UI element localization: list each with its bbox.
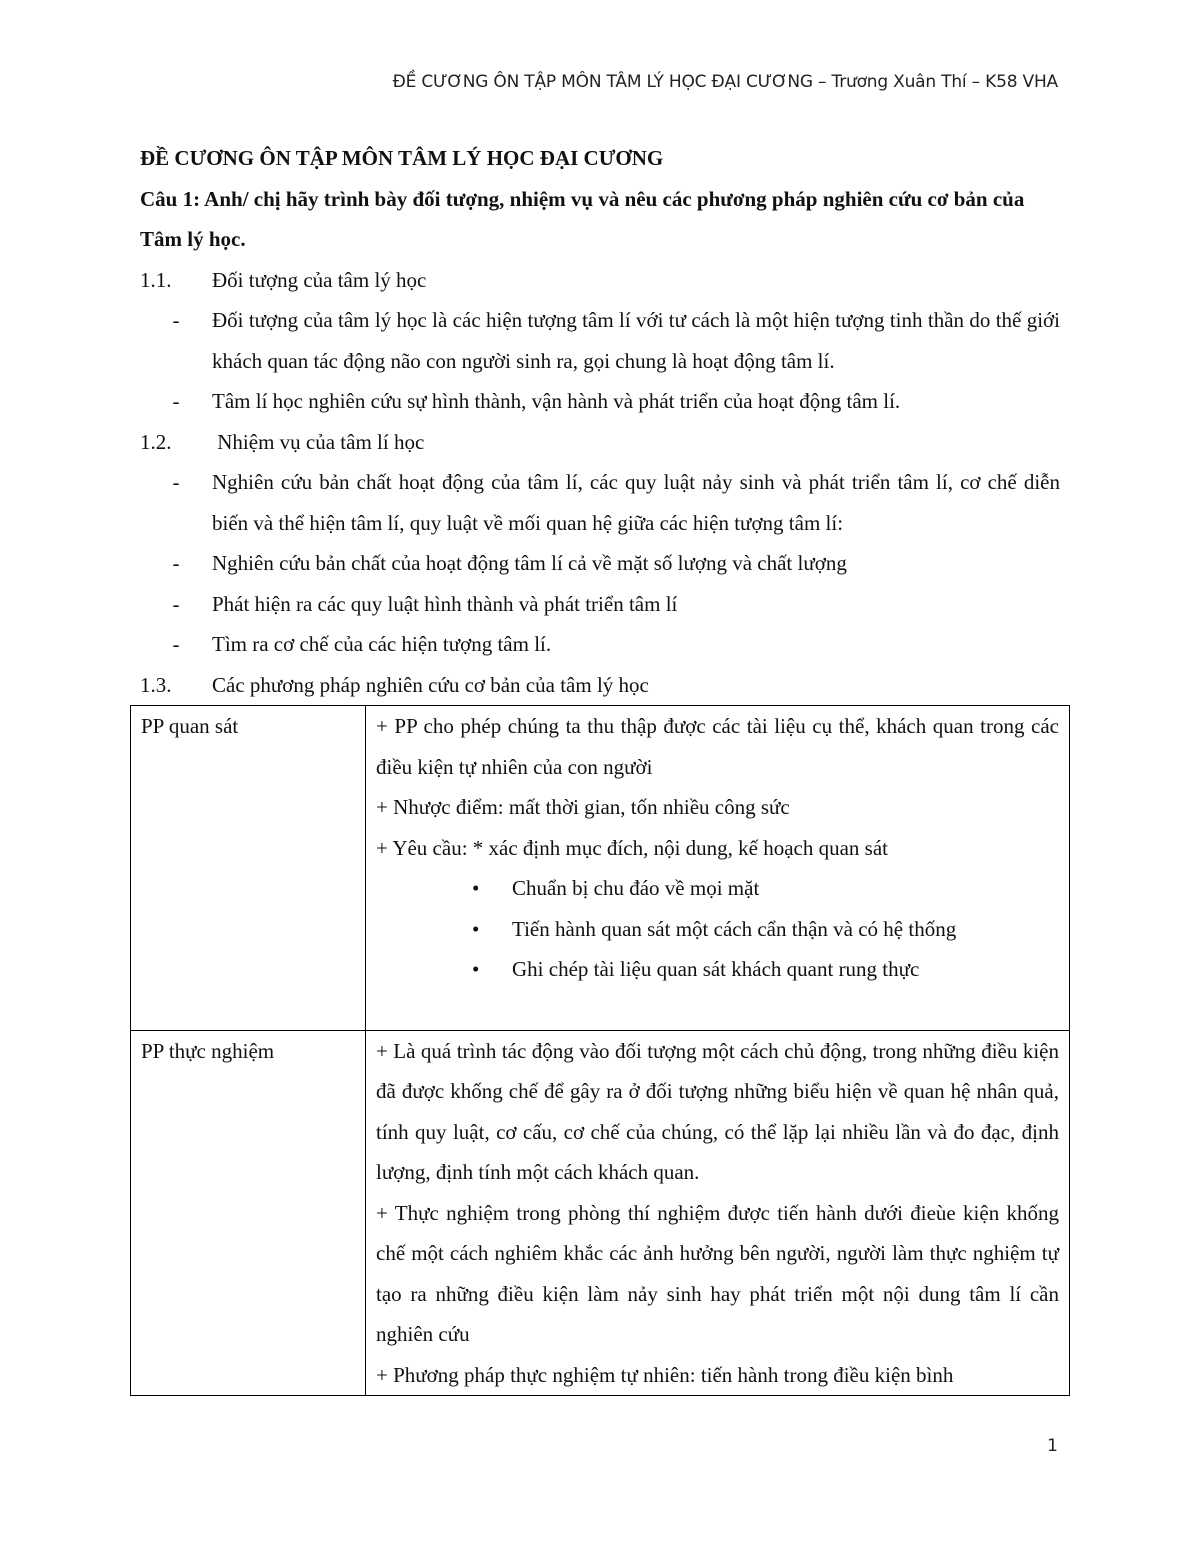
description-line: + PP cho phép chúng ta thu thập được các tài liệu cụ thể, khách quan trong các điều kiện tự nhiên của con người — [376, 714, 1059, 779]
list-item — [140, 624, 1060, 665]
list-item — [376, 868, 1059, 909]
running-header: ĐỀ CƯƠNG ÔN TẬP MÔN TÂM LÝ HỌC ĐẠI CƯƠNG – Trương Xuân Thí – K58 VHA — [392, 72, 1058, 92]
bullet-dot: • — [472, 876, 480, 900]
bullet-dot: • — [472, 957, 480, 981]
list-item — [140, 381, 1060, 422]
list-item — [140, 300, 1060, 381]
method-description-cell — [366, 706, 1070, 1031]
page-number: 1 — [1047, 1436, 1058, 1456]
methods-table — [130, 705, 1070, 1396]
bullet-text: Nghiên cứu bản chất của hoạt động tâm lí cả về mặt số lượng và chất lượng — [212, 551, 847, 575]
method-name-cell — [131, 706, 366, 1031]
section-title: Các phương pháp nghiên cứu cơ bản của tâm lý học — [212, 672, 649, 697]
bullet-marker: - — [172, 632, 180, 656]
description-line: + Là quá trình tác động vào đối tượng một cách chủ động, trong những điều kiện đã được khống chế để gây ra ở đối tượng những biểu hiện về quan hệ nhân quả, tính quy luật, cơ cấu, cơ chế của chúng, có thể lặp lại nhiều lần và đo đạc, định lượng, định tính một cách khách quan. — [376, 1038, 1059, 1184]
bullet-marker: - — [172, 470, 180, 494]
description-line: + Nhược điểm: mất thời gian, tốn nhiều công sức — [376, 795, 790, 819]
bullet-text: Đối tượng của tâm lý học là các hiện tượng tâm lí với tư cách là một hiện tượng tinh thần do thế giới khách quan tác động não con người sinh ra, gọi chung là hoạt động tâm lí. — [212, 308, 1060, 373]
bullet-text: Phát hiện ra các quy luật hình thành và phát triển tâm lí — [212, 591, 678, 616]
section-number: 1.1. — [140, 267, 172, 292]
section-heading-1-3 — [140, 665, 1060, 706]
bullet-marker: - — [172, 308, 180, 332]
list-item — [376, 949, 1059, 990]
question-heading: Câu 1: Anh/ chị hãy trình bày đối tượng, nhiệm vụ và nêu các phương pháp nghiên cứu cơ bản của Tâm lý học. — [140, 186, 1025, 251]
bullet-text: Tâm lí học nghiên cứu sự hình thành, vận hành và phát triển của hoạt động tâm lí. — [212, 389, 901, 413]
section-heading-1-2 — [140, 422, 1060, 463]
bullet-text: Tìm ra cơ chế của các hiện tượng tâm lí. — [212, 632, 552, 656]
cell-spacer — [376, 990, 1059, 1030]
bullet-text: Ghi chép tài liệu quan sát khách quant rung thực — [512, 957, 920, 981]
description-line: + Yêu cầu: * xác định mục đích, nội dung, kế hoạch quan sát — [376, 835, 889, 860]
description-line: + Thực nghiệm trong phòng thí nghiệm được tiến hành dưới đieùe kiện khống chế một cách nghiêm khắc các ảnh hưởng bên người, người làm thực nghiệm tự tạo ra những điều kiện làm nảy sinh hay phát triển một nội dung tâm lí cần nghiên cứu — [376, 1200, 1059, 1346]
method-description-cell — [366, 1030, 1070, 1396]
list-item — [376, 909, 1059, 950]
list-item — [140, 462, 1060, 543]
section-number: 1.3. — [140, 672, 172, 697]
description-line: + Phương pháp thực nghiệm tự nhiên: tiến hành trong điều kiện bình — [376, 1362, 954, 1387]
bullet-marker: - — [172, 591, 180, 616]
method-name: PP thực nghiệm — [141, 1038, 275, 1063]
list-item — [140, 584, 1060, 625]
bullet-marker: - — [172, 389, 180, 413]
table-row — [131, 1030, 1070, 1396]
method-name: PP quan sát — [141, 714, 239, 738]
list-item — [140, 543, 1060, 584]
bullet-dot: • — [472, 916, 480, 941]
bullet-text: Chuẩn bị chu đáo về mọi mặt — [512, 876, 760, 900]
section-title: Nhiệm vụ của tâm lí học — [212, 429, 425, 454]
bullet-text: Nghiên cứu bản chất hoạt động của tâm lí, các quy luật nảy sinh và phát triển tâm lí, cơ chế diễn biến và thể hiện tâm lí, quy luật về mối quan hệ giữa các hiện tượng tâm lí: — [212, 470, 1060, 535]
bullet-marker: - — [172, 551, 180, 575]
document-title: ĐỀ CƯƠNG ÔN TẬP MÔN TÂM LÝ HỌC ĐẠI CƯƠNG — [140, 146, 664, 170]
method-name-cell — [131, 1030, 366, 1396]
section-title: Đối tượng của tâm lý học — [212, 267, 427, 292]
table-row — [131, 706, 1070, 1031]
section-heading-1-1 — [140, 260, 1060, 301]
section-number: 1.2. — [140, 429, 172, 454]
bullet-text: Tiến hành quan sát một cách cẩn thận và có hệ thống — [512, 916, 957, 941]
document-body — [140, 138, 1060, 1396]
